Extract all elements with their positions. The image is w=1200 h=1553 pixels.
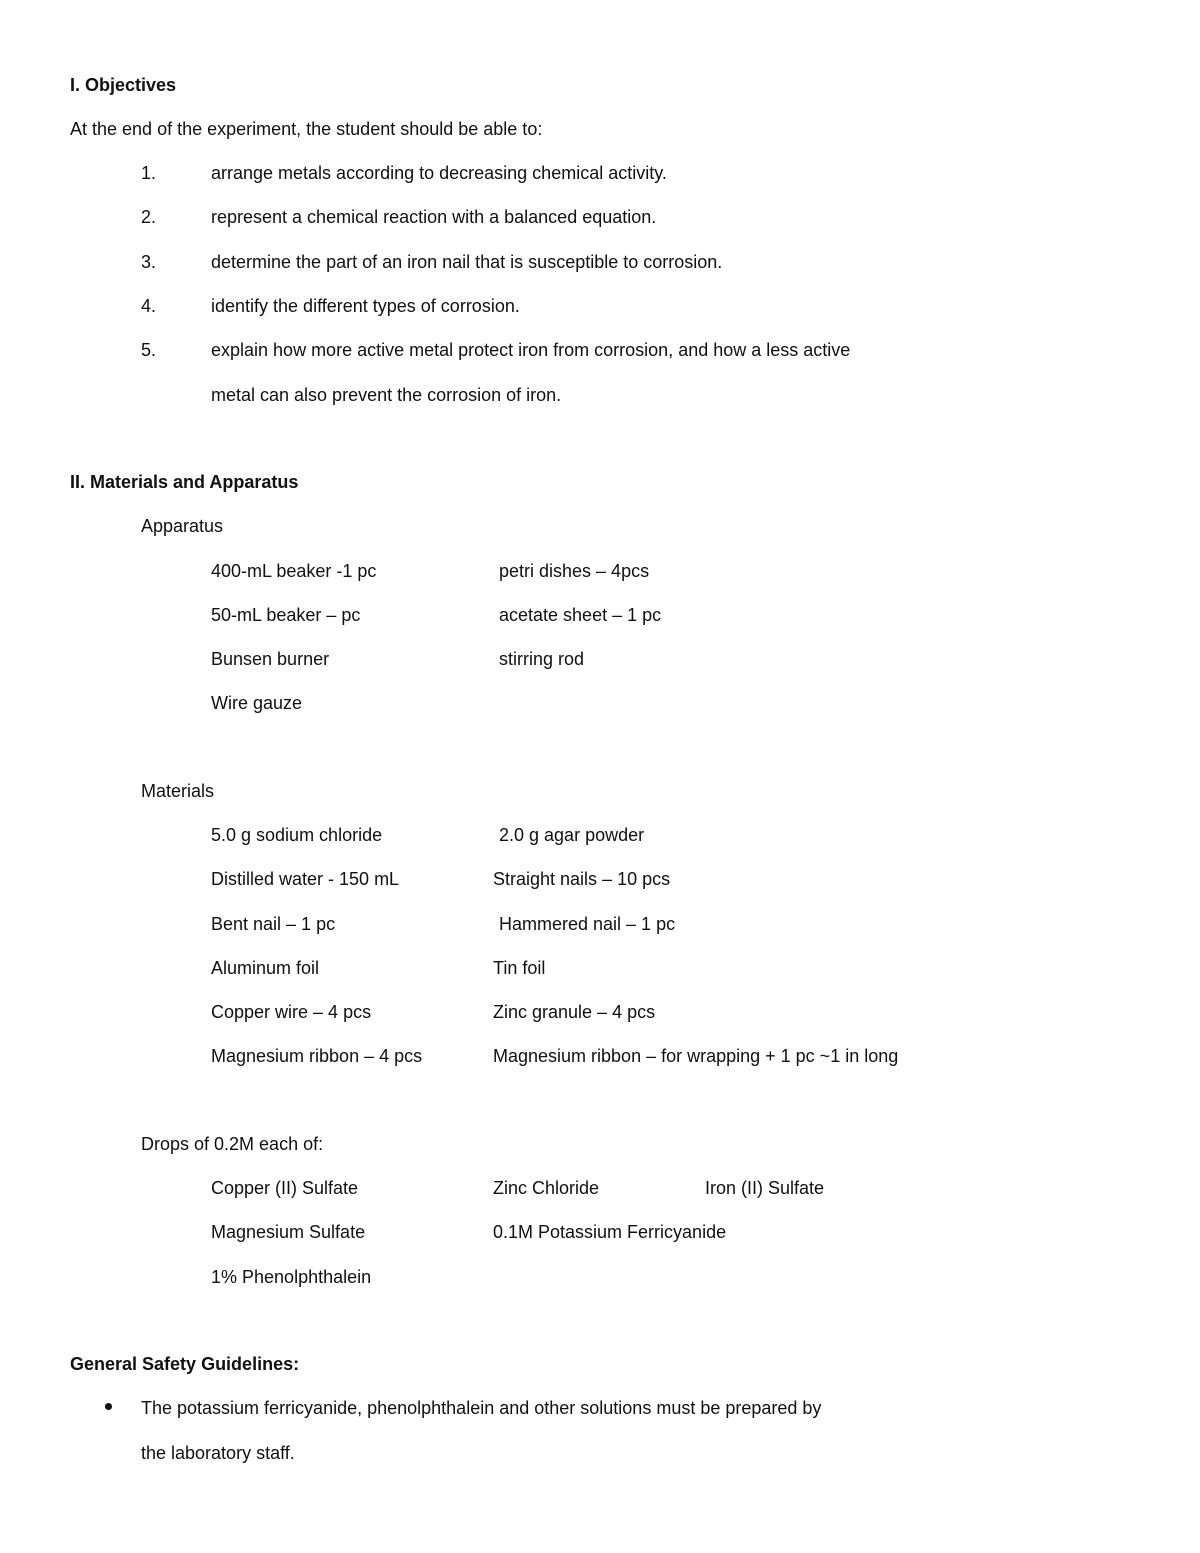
material-item: Bent nail – 1 pc (211, 914, 336, 934)
apparatus-label: Apparatus (141, 516, 224, 536)
reagent-item: 1% Phenolphthalein (211, 1267, 372, 1287)
material-item: Tin foil (493, 958, 546, 978)
drops-label: Drops of 0.2M each of: (141, 1134, 324, 1154)
objectives-heading: I. Objectives (70, 75, 177, 95)
objective-text: determine the part of an iron nail that is susceptible to corrosion. (211, 252, 723, 272)
material-item: Magnesium ribbon – 4 pcs (211, 1046, 423, 1066)
apparatus-item: Bunsen burner (211, 649, 330, 669)
material-item: Hammered nail – 1 pc (499, 914, 676, 934)
safety-bullet-text: The potassium ferricyanide, phenolphthalein and other solutions must be prepared by (141, 1398, 822, 1418)
materials-section-heading: II. Materials and Apparatus (70, 472, 299, 492)
objective-text: represent a chemical reaction with a balanced equation. (211, 207, 657, 227)
apparatus-item: petri dishes – 4pcs (499, 561, 650, 581)
reagent-item: Magnesium Sulfate (211, 1222, 366, 1242)
materials-label: Materials (141, 781, 215, 801)
objective-number: 5. (141, 340, 157, 360)
apparatus-item: Wire gauze (211, 693, 303, 713)
safety-bullet-text-continued: the laboratory staff. (141, 1443, 295, 1463)
objective-text: arrange metals according to decreasing chemical activity. (211, 163, 667, 183)
reagent-item: 0.1M Potassium Ferricyanide (493, 1222, 727, 1242)
objectives-intro: At the end of the experiment, the student should be able to: (70, 119, 543, 139)
reagent-item: Copper (II) Sulfate (211, 1178, 359, 1198)
objective-number: 1. (141, 163, 157, 183)
objective-number: 2. (141, 207, 157, 227)
apparatus-item: 400-mL beaker -1 pc (211, 561, 377, 581)
safety-heading: General Safety Guidelines: (70, 1354, 300, 1374)
material-item: 2.0 g agar powder (499, 825, 645, 845)
objective-number: 3. (141, 252, 157, 272)
material-item: 5.0 g sodium chloride (211, 825, 383, 845)
objective-number: 4. (141, 296, 157, 316)
apparatus-item: stirring rod (499, 649, 585, 669)
material-item: Zinc granule – 4 pcs (493, 1002, 656, 1022)
material-item: Copper wire – 4 pcs (211, 1002, 372, 1022)
apparatus-item: acetate sheet – 1 pc (499, 605, 662, 625)
objective-text: identify the different types of corrosion. (211, 296, 520, 316)
material-item: Distilled water - 150 mL (211, 869, 400, 889)
material-item: Aluminum foil (211, 958, 320, 978)
objective-text-continued: metal can also prevent the corrosion of iron. (211, 385, 562, 405)
material-item: Straight nails – 10 pcs (493, 869, 671, 889)
bullet-icon (105, 1403, 112, 1410)
reagent-item: Zinc Chloride (493, 1178, 600, 1198)
material-item: Magnesium ribbon – for wrapping + 1 pc ~1 in long (493, 1046, 899, 1066)
apparatus-item: 50-mL beaker – pc (211, 605, 361, 625)
reagent-item: Iron (II) Sulfate (705, 1178, 825, 1198)
objective-text: explain how more active metal protect iron from corrosion, and how a less active (211, 340, 851, 360)
